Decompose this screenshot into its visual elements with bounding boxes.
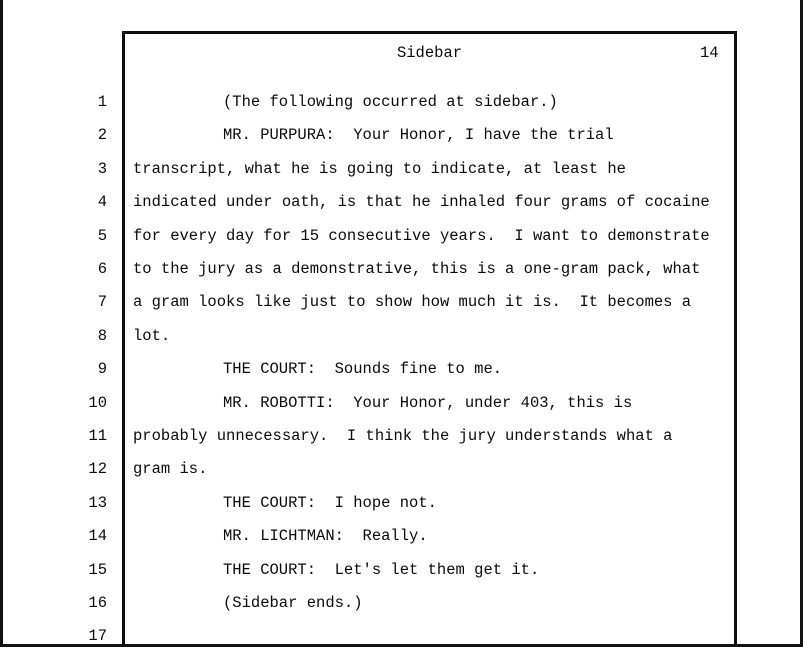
- transcript-line: for every day for 15 consecutive years. I want to demonstrate: [133, 227, 710, 245]
- transcript-line: MR. LICHTMAN: Really.: [223, 527, 428, 545]
- line-number: 13: [88, 494, 107, 512]
- transcript-line: THE COURT: I hope not.: [223, 494, 437, 512]
- transcript-line: a gram looks like just to show how much it is. It becomes a: [133, 293, 692, 311]
- transcript-box: [122, 31, 737, 647]
- transcript-line: to the jury as a demonstrative, this is a one-gram pack, what: [133, 260, 701, 278]
- transcript-line: gram is.: [133, 460, 208, 478]
- line-number: 7: [97, 293, 107, 311]
- line-number: 17: [88, 627, 107, 645]
- line-number: 5: [97, 227, 107, 245]
- transcript-line: THE COURT: Sounds fine to me.: [223, 360, 503, 378]
- line-number: 4: [97, 193, 107, 211]
- transcript-line: indicated under oath, is that he inhaled four grams of cocaine: [133, 193, 710, 211]
- transcript-line: MR. PURPURA: Your Honor, I have the trial: [223, 126, 614, 144]
- transcript-line: MR. ROBOTTI: Your Honor, under 403, this is: [223, 394, 633, 412]
- line-number: 3: [97, 160, 107, 178]
- line-number: 11: [88, 427, 107, 445]
- line-number: 14: [88, 527, 107, 545]
- transcript-line: probably unnecessary. I think the jury understands what a: [133, 427, 673, 445]
- line-number: 10: [88, 394, 107, 412]
- page-title: Sidebar: [396, 44, 463, 62]
- page-number: 14: [700, 44, 719, 62]
- line-number: 16: [88, 594, 107, 612]
- transcript-line: (The following occurred at sidebar.): [223, 93, 558, 111]
- transcript-line: (Sidebar ends.): [223, 594, 363, 612]
- line-number: 2: [97, 126, 107, 144]
- line-number: 6: [97, 260, 107, 278]
- transcript-line: lot.: [133, 327, 171, 345]
- transcript-line: THE COURT: Let's let them get it.: [223, 561, 540, 579]
- line-number: 9: [97, 360, 107, 378]
- transcript-line: transcript, what he is going to indicate, at least he: [133, 160, 626, 178]
- line-number: 12: [88, 460, 107, 478]
- line-number: 1: [97, 93, 107, 111]
- line-number: 15: [88, 561, 107, 579]
- line-number: 8: [97, 327, 107, 345]
